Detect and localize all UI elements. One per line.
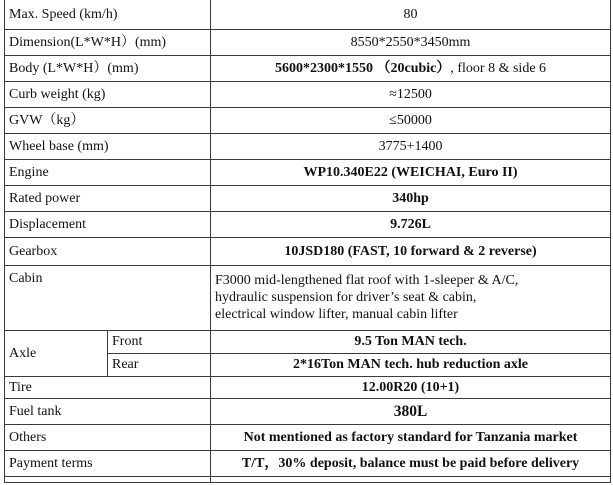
row-label: Axle <box>5 330 108 376</box>
cabin-line: F3000 mid-lengthened flat roof with 1-sleeper & A/C, <box>215 273 519 288</box>
row-value: WP10.340E22 (WEICHAI, Euro II) <box>211 159 611 185</box>
cabin-line: electrical window lifter, manual cabin lifter <box>215 307 458 322</box>
table-row <box>5 185 611 211</box>
row-label: Body (L*W*H）(mm) <box>5 55 211 81</box>
row-label: Max. Speed (km/h) <box>5 0 211 29</box>
table-row <box>5 237 611 265</box>
table-row <box>5 330 611 353</box>
table-row <box>5 55 611 81</box>
axle-rear-label: Rear <box>108 353 211 376</box>
row-label-empty <box>5 476 211 482</box>
row-value-empty <box>211 476 611 482</box>
table-row <box>5 265 611 330</box>
table-row <box>5 376 611 398</box>
row-value: 9.726L <box>211 211 611 237</box>
row-label: GVW（kg） <box>5 107 211 133</box>
row-value: 3775+1400 <box>211 133 611 159</box>
row-value: 80 <box>211 0 611 29</box>
row-label: Wheel base (mm) <box>5 133 211 159</box>
row-value: T/T，30% deposit, balance must be paid before delivery <box>211 450 611 476</box>
row-value: 340hp <box>211 185 611 211</box>
cabin-description <box>211 265 611 330</box>
row-value: 380L <box>211 398 611 424</box>
table-row-partial <box>5 476 611 482</box>
table-row <box>5 211 611 237</box>
table-row <box>5 159 611 185</box>
row-label: Payment terms <box>5 450 211 476</box>
row-label: Displacement <box>5 211 211 237</box>
body-dimension-bold: 5600*2300*1550 （20cubic） <box>274 60 451 76</box>
table-row <box>5 133 611 159</box>
table-row <box>5 29 611 55</box>
row-label: Gearbox <box>5 237 211 265</box>
row-value: ≤50000 <box>211 107 611 133</box>
axle-front-value: 9.5 Ton MAN tech. <box>211 330 611 353</box>
body-dimension-rest: , floor 8 & side 6 <box>450 60 547 76</box>
row-value: 12.00R20 (10+1) <box>211 376 611 398</box>
table-row <box>5 81 611 107</box>
row-value: Not mentioned as factory standard for Tanzania market <box>211 424 611 450</box>
cabin-line: hydraulic suspension for driver’s seat & cabin, <box>215 290 477 305</box>
spec-table <box>4 0 611 483</box>
row-label: Engine <box>5 159 211 185</box>
table-row <box>5 107 611 133</box>
row-label: Fuel tank <box>5 398 211 424</box>
row-value: ≈12500 <box>211 81 611 107</box>
row-label: Cabin <box>5 265 211 330</box>
row-label: Tire <box>5 376 211 398</box>
row-label: Others <box>5 424 211 450</box>
row-value: 10JSD180 (FAST, 10 forward & 2 reverse) <box>211 237 611 265</box>
row-label: Dimension(L*W*H）(mm) <box>5 29 211 55</box>
row-label: Rated power <box>5 185 211 211</box>
axle-front-label: Front <box>108 330 211 353</box>
row-value: 8550*2550*3450mm <box>211 29 611 55</box>
row-value <box>211 55 611 81</box>
axle-rear-value: 2*16Ton MAN tech. hub reduction axle <box>211 353 611 376</box>
table-row <box>5 0 611 29</box>
table-row <box>5 424 611 450</box>
table-row <box>5 398 611 424</box>
table-row <box>5 450 611 476</box>
row-label: Curb weight (kg) <box>5 81 211 107</box>
